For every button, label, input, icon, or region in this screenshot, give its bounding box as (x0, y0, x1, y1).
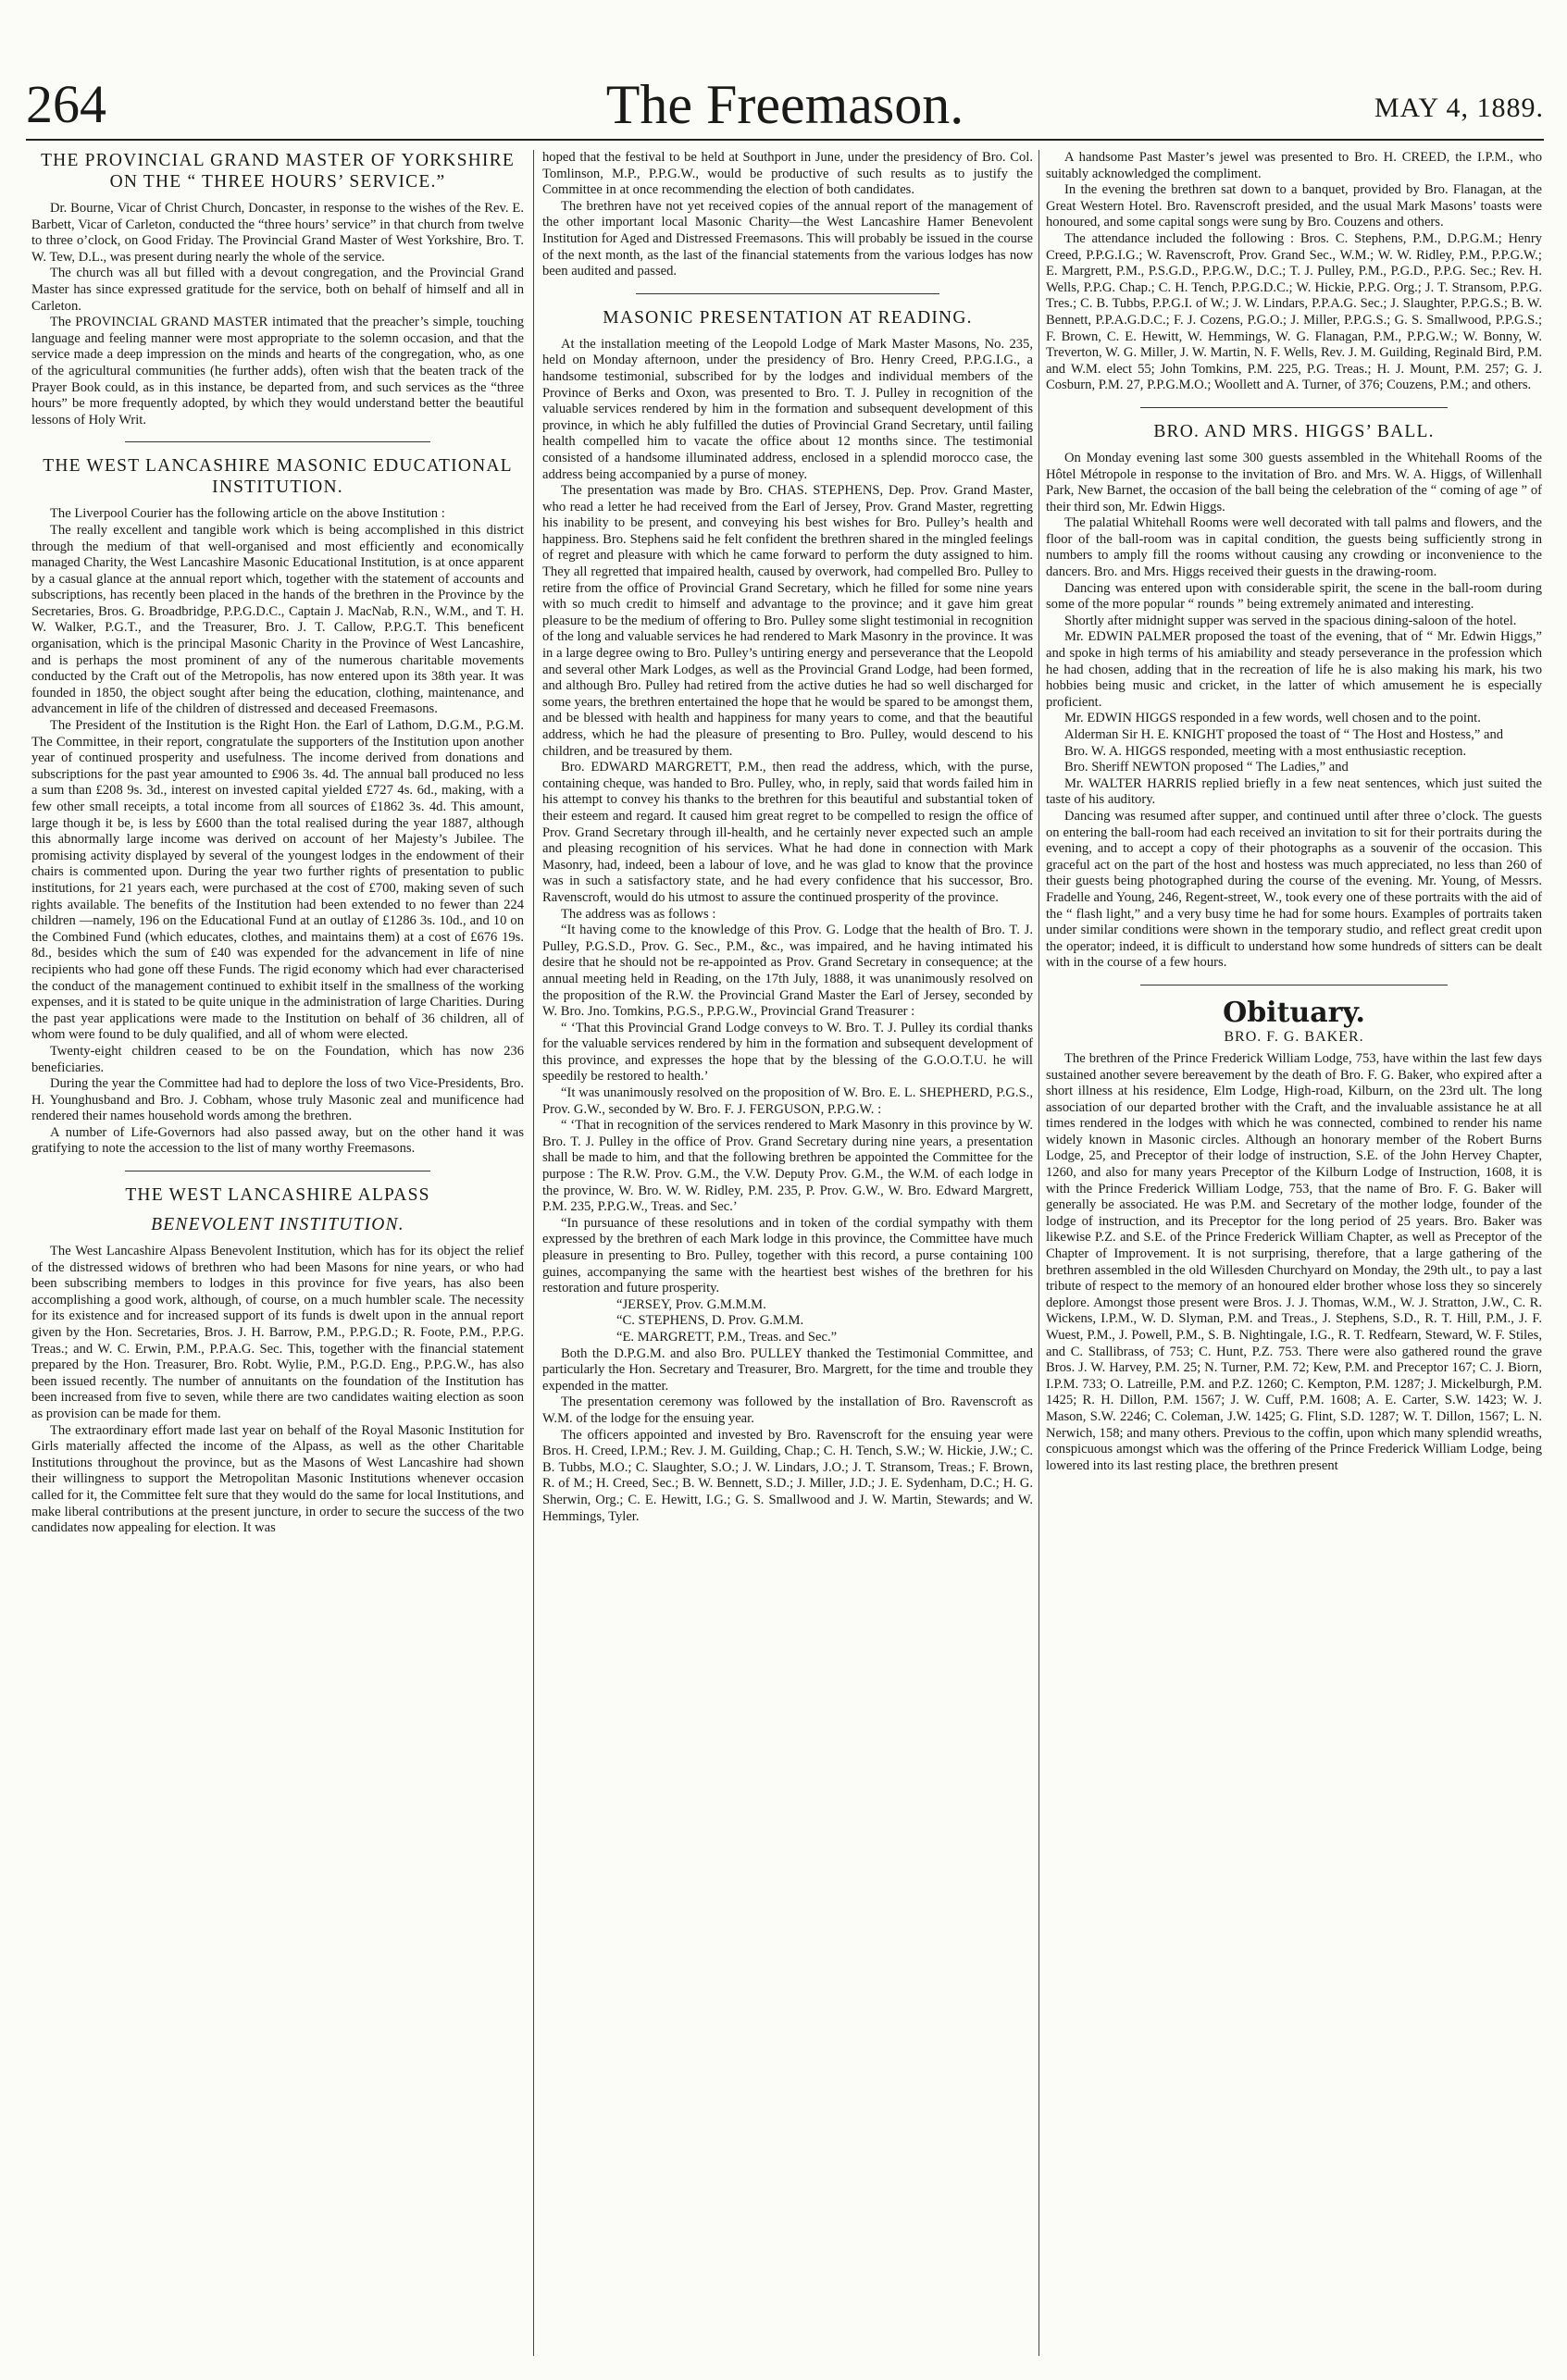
article-heading: THE WEST LANCASHIRE MASONIC EDUCATIONAL INSTITUTION. (43, 456, 513, 498)
header-rule (26, 139, 1544, 141)
paragraph: The Liverpool Courier has the following article on the above Institution : (50, 506, 445, 522)
paragraph: hoped that the festival to be held at Southport in June, under the presidency of Bro. Col. Tomlinson, M.P., P.P.G.W., would be productive of such results as to justify the Committee in at once recommending the election of both candidates. (542, 150, 1033, 198)
article-heading: THE WEST LANCASHIRE ALPASS (125, 1185, 430, 1206)
paragraph: Dancing was entered upon with considerable spirit, the scene in the ball-room during some of the more popular “ rounds ” being extremely animated and interesting. (1046, 580, 1542, 613)
paragraph: “It was unanimously resolved on the proposition of W. Bro. E. L. SHEPHERD, P.G.S., Prov. G.W., seconded by W. Bro. F. J. FERGUSON, P.P.G.W. : (542, 1085, 1033, 1117)
article-heading: BRO. AND MRS. HIGGS’ BALL. (1153, 421, 1435, 441)
paragraph: The attendance included the following : Bros. C. Stephens, P.M., D.P.G.M.; Henry Creed, P.P.G.I.G.; W. Ravenscroft, Prov. Grand Sec., W.M.; W. W. Ridley, P.M., P.P.G.W.; E. Margrett, P.M., P.S.G.D., P.P.G.W., D.C.; T. J. Pulley, P.M., P.G.D., P.P.G. Sec.; Rev. H. Wells, P.P.G. Chap.; C. H. Tench, P.P.G.D.C.; W. Hickie, P.P.G. Org.; J. T. Stransom, P.P.G. Tres.; C. B. Tubbs, P.P.G.I. of W.; J. W. Lindars, P.P.A.G. Sec.; J. Slaughter, P.P.G.S.; B. W. Bennett, P.P.A.G.D.C.; F. J. Cozens, P.G.O.; J. Miller, P.P.G.S.; G. S. Smallwood, P.P.G.S.; F. Brown, C. E. Hewitt, W. Hemmings, W. G. Flanagan, P.M., P.P.G.W.; W. Bonny, W. Treverton, W. G. Miller, J. W. Martin, N. F. Wells, Rev. J. M. Guilding, Reginald Bird, P.M. and W.M. elect 55; John Tomkins, P.M. 225, P.G. Treas.; H. J. Mount, P.M. 257; G. J. Cosburn, P.M. 27, P.P.G.M.O.; Woollett and A. Turner, of 376; Couzens, P.M.; and others. (1046, 230, 1542, 393)
signature-line: “E. MARGRETT, P.M., Treas. and Sec.” (616, 1329, 838, 1345)
section-rule (1140, 407, 1448, 408)
paragraph: The President of the Institution is the Right Hon. the Earl of Lathom, D.G.M., P.G.M. The Committee, in their report, congratulate the supporters of the Institution upon another year of continued prosperity and usefulness. The income derived from donations and subscriptions for the past year amounted to £906 3s. 4d. The annual ball produced no less a sum than £208 9s. 3d., interest on invested capital yielded £727 4s. 6d., making, with a few other small receipts, a total income from all sources of £1862 3s. 4d. This amount, large though it be, is less by £600 than the total realised during the year 1887, although this abnormally large income was derived on account of her Majesty’s Jubilee. The promising activity displayed by several of the youngest lodges in the endowment of their chairs is commented upon. During the year two further rights of presentation to public institutions, for 21 years each, were purchased at the cost of £700, making seven of such rights available. The benefits of the Institution had been extended to no fewer than 224 children —namely, 196 on the Educational Fund at an outlay of £1286 3s. 10d., and 10 on the Combined Fund (which educates, clothes, and maintains them) at a cost of £676 19s. 8d., besides which the sum of £40 was expended for the advancement in life of nine recipients who had gone off these Funds. The rigid economy which had ever characterised the conduct of the management continued to exhibit itself in the smallness of the working expenses, and it is stated to be quite unique in the administration of large Charities. During the past year applications were made to the Institution on behalf of 36 children, all of whom were found to be duly qualified, and all of whom were elected. (31, 718, 524, 1043)
column-divider (1038, 150, 1039, 2356)
page-header (26, 72, 1544, 141)
paragraph: The brethren of the Prince Frederick William Lodge, 753, have within the last few days sustained another severe bereavement by the death of Bro. F. G. Baker, who expired after a short illness at his residence, Elm Lodge, High-road, Kilburn, on the 23rd ult. The long association of our departed brother with the Craft, and the invaluable assistance he at all times rendered in the lodges with which he was connected, combined to render his name widely known in Masonic circles. Although an honorary member of the Robert Burns Lodge, 25, and Preceptor of their lodge of instruction, S.E. of the John Hervey Chapter, 1260, and also for many years Preceptor of the Kilburn Lodge of Instruction, 1608, it is with the Prince Frederick William Lodge, 753, that the name of Bro. F. G. Baker will generally be associated. He was P.M. and Secretary of the mother lodge, founder of the lodge of instruction, and its Preceptor for the long period of 25 years. Bro. Baker was likewise P.Z. and S.E. of the Prince Frederick William Chapter, as well as Preceptor of the Chapter of Improvement. It is not surprising, therefore, that a large gathering of the brethren assembled in the old Willesden Churchyard on Monday, the 29th ult., to pay a last tribute of respect to the memory of an honoured elder brother whose loss they so sincerely deplore. Amongst those present were Bros. J. J. Thomas, W.M., W. J. Stratton, J.W., C. R. Wickens, I.P.M., W. D. Slyman, P.M. and Treas., J. Stephens, S.D., R. T. Hill, P.M., J. F. Wuest, P.M., J. Powell, P.M., S. B. Nightingale, I.G., R. T. Redfearn, Steward, W. F. Stiles, and C. Stallibrass, of 753; C. Hunt, P.Z. 753. There were also gathered round the grave Bros. J. W. Harvey, P.M. 25; N. Turner, P.M. 72; Kew, P.M. and Preceptor 167; C. J. Biorn, I.P.M. 733; O. Latreille, P.M. and P.Z. 1260; C. Kempton, P.M. 1287; J. Mickelburgh, P.M. 1425; R. H. Dillon, P.M. 1567; J. W. Cuff, P.M. 1608; A. E. Carter, S.W. 1423; W. J. Mason, S.W. 2246; C. Coleman, J.W. 1425; G. Flint, S.D. 1287; W. T. Dillon, 1567; L. N. Nerwich, 158; and many others. Previous to the coffin, upon which many splendid wreaths, conspicuous amongst which was the offering of the Prince Frederick William Lodge, being lowered into its last resting place, the brethren present (1046, 1050, 1542, 1473)
paragraph: During the year the Committee had had to deplore the loss of two Vice-Presidents, Bro. H. Younghusband and Bro. J. Cobham, whose truly Masonic zeal and munificence had rendered their names household words among the brethren. (31, 1076, 524, 1124)
paragraph: The palatial Whitehall Rooms were well decorated with tall palms and flowers, and the floor of the ball-room was in capital condition, the guests being sufficiently strong in numbers to amply fill the rooms without causing any crowding or inconvenience to the dancers. Bro. and Mrs. Higgs received their guests in the drawing-room. (1046, 515, 1542, 580)
paragraph: Dancing was resumed after supper, and continued until after three o’clock. The guests on entering the ball-room had each received an invitation to sit for their portraits during the evening, and to accept a copy of their photographs as a souvenir of the occasion. This graceful act on the part of the host and hostess was much appreciated, no less than 260 of their guests being photographed during the course of the evening. Mr. Young, of Messrs. Fradelle and Young, 246, Regent-street, W., took every one of these portraits with the aid of the “ flash light,” and a very busy time he had for some hours. Examples of portraits taken under similar conditions were shown in the temporary studio, and reflect great credit upon the operator; indeed, it is difficult to understand how some hundreds of sitters can be dealt with in the course of a few hours. (1046, 808, 1542, 971)
paragraph: Bro. EDWARD MARGRETT, P.M., then read the address, which, with the purse, containing cheque, was handed to Bro. Pulley, who, in reply, said that words failed him in his attempt to convey his thanks to the brethren for this beautiful and substantial token of their esteem and regard. It caused him great regret to be compelled to resign the office of Prov. Grand Secretary through ill-health, and he certainly never expected such an ample and pleasing recognition of his services. What he had done in connection with Mark Masonry, had, indeed, been a labour of love, and he was glad to know that the province was in such a satisfactory state, and he had every confidence that his successor, Bro. Ravenscroft, would do his utmost to assure the continued prosperity of the province. (542, 760, 1033, 905)
paragraph: A number of Life-Governors had also passed away, but on the other hand it was gratifying to note the accession to the list of many worthy Freemasons. (31, 1124, 524, 1157)
paragraph: The really excellent and tangible work which is being accomplished in this district through the medium of that well-organised and most efficiently and economically managed Charity, the West Lancashire Masonic Educational Institution, is at once apparent by a casual glance at the annual report which, together with the statement of accounts and subscriptions, has recently been placed in the hands of the brethren in the Province by the Secretaries, Bros. G. Broadbridge, P.P.G.D.C., Captain J. MacNab, R.N., W.M., and T. H. W. Walker, P.G.T., and the Treasurer, Bro. J. T. Callow, P.P.G.T. This beneficent organisation, which is the principal Masonic Charity in the Province of West Lancashire, and is perhaps the most prominent of any of the numerous charitable movements conducted by the Craft out of the Metropolis, has now entered upon its 38th year. It was founded in 1850, the object sought after being the education, clothing, maintenance, and advancement in life of the children of distressed and deceased Freemasons. (31, 522, 524, 717)
paragraph: The PROVINCIAL GRAND MASTER intimated that the preacher’s simple, touching language and feeling manner were most appropriate to the solemn occasion, and that the service made a deep impression on the minds and hearts of the congregation, who, as one of the agricultural communities (he further adds), often wish that the beaten track of the Prayer Book could, as in this instance, be departed from, and such services as the “three hours” be more frequently adopted, by which they would understand better the beautiful lessons of Holy Writ. (31, 315, 524, 428)
column-divider (533, 150, 534, 2356)
paragraph: A handsome Past Master’s jewel was presented to Bro. H. CREED, the I.P.M., who suitably acknowledged the compliment. (1046, 150, 1542, 181)
article-heading: THE PROVINCIAL GRAND MASTER OF YORKSHIRE ON THE “ THREE HOURS’ SERVICE.” (41, 151, 515, 192)
section-rule (125, 441, 430, 442)
page-number: 264 (26, 74, 106, 134)
section-rule (636, 293, 940, 294)
paragraph: “It having come to the knowledge of this Prov. G. Lodge that the health of Bro. T. J. Pulley, P.G.S.D., Prov. G. Sec., P.M., &c., was impaired, and he having intimated his desire that he should not be re-appointed as Prov. Grand Secretary in consequence; at the annual meeting held in Reading, on the 17th July, 1888, it was unanimously resolved on the proposition of the R.W. the Provincial Grand Master the Earl of Jersey, seconded by W. Bro. Jno. Tomkins, P.G.S., P.P.G.W., Provincial Grand Treasurer : (542, 923, 1033, 1020)
signature-line: “C. STEPHENS, D. Prov. G.M.M. (616, 1313, 804, 1329)
paragraph: “ ‘That in recognition of the services rendered to Mark Masonry in this province by W. Bro. T. J. Pulley in the office of Prov. Grand Secretary during nine years, a presentation shall be made to him, and that the following brethren be appointed the Committee for the purpose : The R.W. Prov. G.M., the V.W. Deputy Prov. G.M., the W.M. of each lodge in the province, W. Bro. W. W. Ridley, P.M. 235, P. Prov. G.W., W. Bro. Edward Margrett, P.M. 235, P.P.G.W., Treas. and Sec.’ (542, 1118, 1033, 1215)
paragraph: The brethren have not yet received copies of the annual report of the management of the other important local Masonic Charity—the West Lancashire Hamer Benevolent Institution for Aged and Distressed Freemasons. This will probably be issued in the course of the next month, as the last of the financial statements from the various lodges has now been audited and passed. (542, 198, 1033, 279)
paragraph: The extraordinary effort made last year on behalf of the Royal Masonic Institution for Girls materially affected the income of the Alpass, as well as the other Charitable Institutions throughout the province, but as the Masons of West Lancashire had shown their willingness to support the Metropolitan Masonic Institutions whenever occasion called for it, the Committee felt sure that they would do the same for local Institutions, and make liberal contributions at the present juncture, in order to secure the success of the two candidates now appealing for election. It was (31, 1422, 524, 1536)
article-heading: BENEVOLENT INSTITUTION. (151, 1215, 404, 1235)
paragraph: Shortly after midnight supper was served in the spacious dining-saloon of the hotel. (1064, 613, 1517, 628)
article-heading: MASONIC PRESENTATION AT READING. (603, 307, 973, 328)
paragraph: Both the D.P.G.M. and also Bro. PULLEY thanked the Testimonial Committee, and particularly the Hon. Secretary and Treasurer, Bro. Margrett, for the time and trouble they expended in the matter. (542, 1345, 1033, 1394)
paragraph: Mr. EDWIN PALMER proposed the toast of the evening, that of “ Mr. Edwin Higgs,” and spoke in high terms of his amiability and steady perseverance in the profession which he had chosen, adding that in the recreation of life he is also making his mark, his two hobbies being music and cricket, in the latter of which amusement he is especially proficient. (1046, 629, 1542, 710)
section-heading-obituary: Obituary. (1223, 996, 1365, 1029)
paragraph: Twenty-eight children ceased to be on the Foundation, which has now 236 beneficiaries. (31, 1043, 524, 1075)
paragraph: On Monday evening last some 300 guests assembled in the Whitehall Rooms of the Hôtel Métropole in response to the invitation of Bro. and Mrs. W. A. Higgs, of Willenhall Park, New Barnet, the occasion of the ball being the celebration of the “ coming of age ” of their third son, Mr. Edwin Higgs. (1046, 450, 1542, 514)
paragraph: “In pursuance of these resolutions and in token of the cordial sympathy with them expressed by the brethren of each Mark lodge in this province, the Committee have much pleasure in presenting to Bro. Pulley, together with this record, a purse containing 100 guines, accompanying the same with the heartiest best wishes of the brethren for his restoration and future prosperity. (542, 1215, 1033, 1296)
paragraph: The address was as follows : (561, 906, 716, 922)
paragraph: Bro. Sheriff NEWTON proposed “ The Ladies,” and (1064, 760, 1349, 775)
paragraph: Mr. WALTER HARRIS replied briefly in a few neat sentences, which just suited the taste of his auditory. (1046, 775, 1542, 808)
paragraph: The presentation ceremony was followed by the installation of Bro. Ravenscroft as W.M. of the lodge for the ensuing year. (542, 1395, 1033, 1426)
paragraph: In the evening the brethren sat down to a banquet, provided by Bro. Flanagan, at the Great Western Hotel. Bro. Ravenscroft presided, and the usual Mark Masons’ toasts were honoured, and some capital songs were sung by Bro. Couzens and others. (1046, 182, 1542, 230)
paragraph: Bro. W. A. HIGGS responded, meeting with a most enthusiastic reception. (1064, 743, 1467, 759)
paragraph: “ ‘That this Provincial Grand Lodge conveys to W. Bro. T. J. Pulley its cordial thanks for the valuable services rendered by him in the formation and subsequent development of this province, and expresses the hope that by the blessing of the G.O.O.T.U. he will speedily be restored to health.’ (542, 1020, 1033, 1085)
paragraph: The presentation was made by Bro. CHAS. STEPHENS, Dep. Prov. Grand Master, who read a letter he had received from the Earl of Jersey, Prov. Grand Master, regretting his inability to be present, and conveying his best wishes for Bro. Pulley’s health and happiness. Bro. Stephens said he felt confident the brethren shared in the mingled feelings of regret and pleasure with which he came forward to perform the duty assigned to him. They all regretted that impaired health, caused by overwork, had compelled Bro. Pulley to retire from the office of Provincial Grand Secretary, which he filled for some nine years with so much credit to himself and advantage to the province; and it gave him great pleasure to be the medium of offering to Bro. Pulley some slight testimonial in recognition of the long and valuable services he had rendered to Mark Masonry in the province. It was in a large degree owing to Bro. Pulley’s untiring energy and perseverance that the Leopold and several other Mark Lodges, as well as the Provincial Grand Lodge, had been formed, and although Bro. Pulley had retired from the active duties he had so well discharged for some years, the brethren entertained the hope that he would be spared to be amongst them, and be blessed with health and happiness for many years to come, and that the beautiful address, which he had the pleasure of presenting to Bro. Pulley, would descend to his children, and be treasured by them. (542, 483, 1033, 759)
column-middle (542, 150, 1033, 2356)
paragraph: The officers appointed and invested by Bro. Ravenscroft for the ensuing year were Bros. H. Creed, I.P.M.; Rev. J. M. Guilding, Chap.; C. H. Tench, S.W.; W. Hickie, J.W.; C. B. Tubbs, M.O.; C. Slaughter, S.O.; J. W. Lindars, J.O.; J. T. Stransom, Treas.; F. Brown, R. of M.; H. Creed, Sec.; B. W. Bennett, S.D.; J. Miller, J.D.; J. E. Sydenham, D.C.; H. G. Sherwin, Org.; C. E. Hewitt, I.G.; G. S. Smallwood and J. W. Martin, Stewards; and W. Hemmings, Tyler. (542, 1427, 1033, 1524)
issue-date: MAY 4, 1889. (1374, 93, 1544, 123)
paragraph: Dr. Bourne, Vicar of Christ Church, Doncaster, in response to the wishes of the Rev. E. Barbett, Vicar of Carleton, conducted the “three hours’ service” in that church from twelve to three o’clock, on Good Friday. The Provincial Grand Master of West Yorkshire, Bro. T. W. Tew, D.L., was present during nearly the whole of the service. (31, 201, 524, 265)
article-subheading: BRO. F. G. BAKER. (1224, 1028, 1364, 1045)
masthead-title: The Freemason. (605, 74, 964, 135)
column-right (1046, 150, 1542, 2356)
paragraph: The West Lancashire Alpass Benevolent Institution, which has for its object the relief of the distressed widows of brethren who had been Masons for nine years, or who had been subscribing members to lodges in this province for five years, has also been accomplishing a good work, although, of course, on a much humbler scale. The necessity for its existence and for increased support of its funds is dwelt upon in the annual report given by the Hon. Secretaries, Bros. J. H. Barrow, P.M., P.P.G.D.; R. Foote, P.M., P.P.G. Treas.; and W. C. Erwin, P.M., P.P.A.G. Sec. This, together with the financial statement prepared by the Hon. Treasurer, Bro. Robt. Wylie, P.M., P.G.D. Eng., P.P.G.W., has also been issued recently. The number of annuitants on the foundation of the Institution has been increased from five to seven, while there are two candidates waiting election as soon as provision can be made for them. (31, 1244, 524, 1421)
paragraph: Alderman Sir H. E. KNIGHT proposed the toast of “ The Host and Hostess,” and (1064, 727, 1504, 742)
signature-line: “JERSEY, Prov. G.M.M.M. (616, 1296, 766, 1312)
column-left (31, 150, 524, 2356)
paragraph: The church was all but filled with a devout congregation, and the Provincial Grand Master has since expressed gratitude for the service, both on behalf of himself and all in Carleton. (31, 266, 524, 314)
paragraph: Mr. EDWIN HIGGS responded in a few words, well chosen and to the point. (1064, 711, 1481, 726)
paragraph: At the installation meeting of the Leopold Lodge of Mark Master Masons, No. 235, held on Monday afternoon, under the presidency of Bro. Henry Creed, P.P.G.I.G., a handsome testimonial, subscribed for by the lodges and individual members of the Province of Berks and Oxon, was presented to Bro. T. J. Pulley in recognition of the valuable services rendered by him in the formation and subsequent development of this province, in which he ably fulfilled the duties of Provincial Grand Secretary, until failing health compelled him to vacate the office about 12 months since. The testimonial consisted of a handsome illuminated address, enclosed in a splendid morocco case, the address being accompanied by a purse of money. (542, 336, 1033, 482)
